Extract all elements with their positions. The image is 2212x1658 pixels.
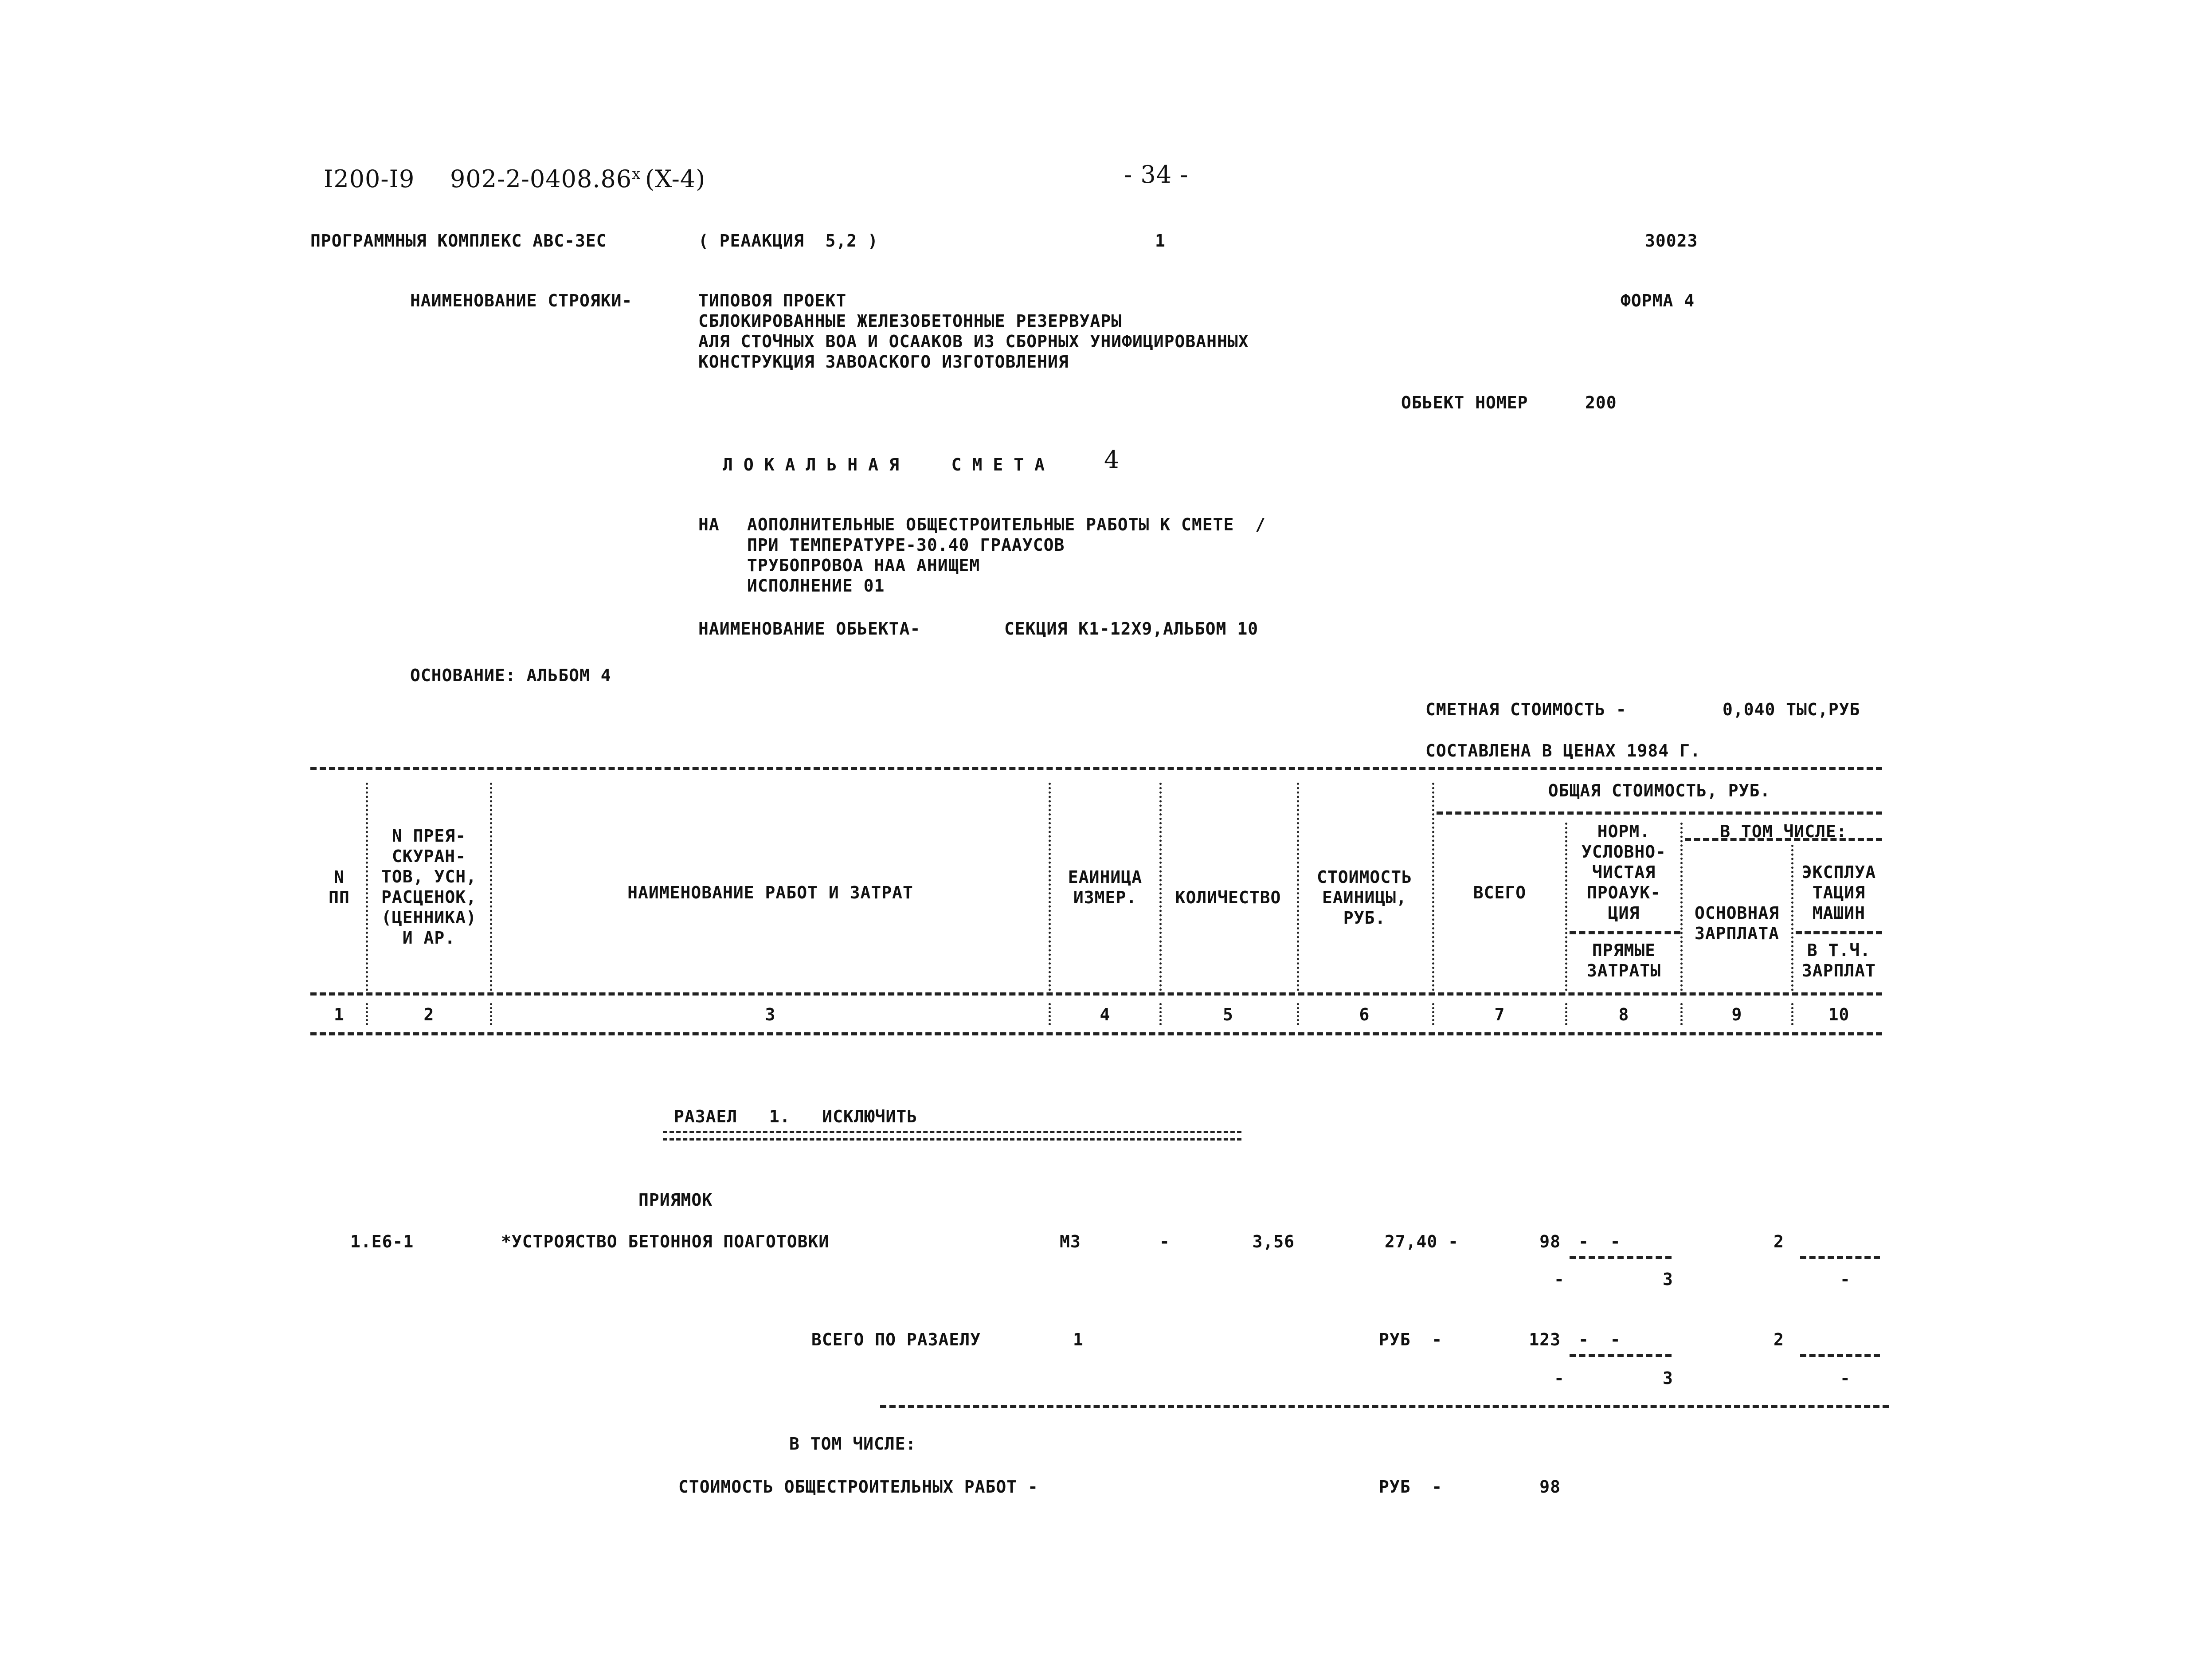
- title-hand-number: 4: [1104, 446, 1120, 474]
- col-num-9: 9: [1731, 1005, 1742, 1024]
- row-mach: 2: [1774, 1232, 1784, 1251]
- row-total: 98: [1539, 1232, 1561, 1251]
- total-mach-rule: [1800, 1354, 1880, 1357]
- purpose-line-3: ТРУБОПРОВОА НАА АНИЩЕМ: [747, 556, 980, 575]
- col8-header-1: НОРМ.: [1597, 822, 1651, 841]
- col-sep-7: [1565, 823, 1567, 991]
- num-sep-4: [1159, 1003, 1162, 1025]
- stamp-code: I200-I9: [324, 165, 415, 193]
- object-number-label: ОБЬЕКТ НОМЕР: [1401, 393, 1528, 412]
- col-sep-2: [490, 783, 492, 991]
- document-title: ЛОКАЛЬНАЯ СМЕТА: [723, 455, 1056, 474]
- col6-header-3: РУБ.: [1343, 908, 1386, 928]
- line-name-1: ТИПОВОЯ ПРОЕКТ: [698, 291, 847, 310]
- section-title-rule: [663, 1131, 1241, 1141]
- col6-header-1: СТОИМОСТЬ: [1317, 867, 1412, 887]
- col9-header-2: ЗАРПЛАТА: [1694, 924, 1780, 943]
- program-edition: ( РЕААКЦИЯ 5,2 ): [698, 231, 878, 251]
- col-num-2: 2: [423, 1005, 435, 1024]
- col-num-6: 6: [1359, 1005, 1370, 1024]
- num-sep-3: [1049, 1003, 1051, 1025]
- row-qty: 3,56: [1252, 1232, 1295, 1251]
- total-mach-low: -: [1840, 1368, 1851, 1388]
- total-norm-low-dash: -: [1554, 1368, 1565, 1388]
- num-sep-6: [1432, 1003, 1434, 1025]
- num-sep-9: [1791, 1003, 1793, 1025]
- section-title: РАЗАЕЛ 1. ИСКЛЮЧИТЬ: [674, 1107, 918, 1126]
- col5-header: КОЛИЧЕСТВО: [1175, 888, 1281, 907]
- row-norm: - -: [1578, 1232, 1621, 1251]
- col-sep-9: [1791, 845, 1793, 991]
- total-number: 1: [1073, 1330, 1084, 1349]
- col10-header-4: В Т.Ч.: [1807, 941, 1871, 960]
- total-unit: РУБ -: [1379, 1330, 1443, 1349]
- col8-header-4: ПРОАУК-: [1586, 883, 1661, 902]
- row-name: *УСТРОЯСТВО БЕТОННОЯ ПОАГОТОВКИ: [501, 1232, 830, 1251]
- col-num-3: 3: [765, 1005, 776, 1024]
- basis-label: ОСНОВАНИЕ: АЛЬБОМ 4: [410, 666, 611, 685]
- col7-header: ВСЕГО: [1473, 883, 1527, 902]
- row-mach-rule: [1800, 1256, 1880, 1259]
- general-value: 98: [1539, 1477, 1561, 1497]
- section-subtitle: ПРИЯМОК: [638, 1190, 713, 1210]
- col8-split-rule: [1570, 931, 1680, 934]
- object-name-value: СЕКЦИЯ К1-12Х9,АЛЬБОМ 10: [1004, 619, 1259, 639]
- num-sep-1: [366, 1003, 368, 1025]
- col3-header: НАИМЕНОВАНИЕ РАБОТ И ЗАТРАТ: [627, 883, 913, 902]
- col10-header-2: ТАЦИЯ: [1812, 883, 1866, 902]
- object-name-label: НАИМЕНОВАНИЕ ОБЬЕКТА-: [698, 619, 921, 639]
- col2-header-1: N ПРЕЯ-: [392, 826, 466, 846]
- col2-header-6: И АР.: [402, 928, 456, 948]
- col1-header-2: ПП: [329, 888, 350, 907]
- col8-header-2: УСЛОВНО-: [1581, 842, 1667, 862]
- form-label: ФОРМА 4: [1621, 291, 1695, 310]
- col8-header-5: ЦИЯ: [1608, 903, 1640, 923]
- col8-header-6: ПРЯМЫЕ: [1592, 941, 1656, 960]
- line-name-3: АЛЯ СТОЧНЫХ ВОА И ОСААКОВ ИЗ СБОРНЫХ УНИФИЦИРОВАННЫХ: [698, 332, 1249, 351]
- col-num-5: 5: [1223, 1005, 1233, 1024]
- col10-split-rule: [1796, 931, 1882, 934]
- col2-header-4: РАСЦЕНОК,: [381, 887, 477, 907]
- col-sep-8: [1680, 823, 1683, 991]
- row-norm-rule: [1570, 1256, 1672, 1259]
- group-rule: [1437, 811, 1882, 815]
- total-mach: 2: [1774, 1330, 1784, 1349]
- purpose-line-1: АОПОЛНИТЕЛЬНЫЕ ОБЩЕСТРОИТЕЛЬНЫЕ РАБОТЫ К СМЕТЕ /: [747, 515, 1266, 534]
- col2-header-5: (ЦЕННИКА): [381, 908, 477, 927]
- including-label: В ТОМ ЧИСЛЕ:: [789, 1434, 916, 1454]
- incl-header: В ТОМ ЧИСЛЕ:: [1720, 822, 1847, 841]
- general-unit: РУБ -: [1379, 1477, 1443, 1497]
- cost-value: 0,040 ТЫС,РУБ: [1723, 700, 1860, 719]
- row-unit: М3: [1060, 1232, 1081, 1251]
- col-sep-6: [1432, 783, 1434, 991]
- num-sep-7: [1565, 1003, 1567, 1025]
- num-sep-8: [1680, 1003, 1683, 1025]
- num-sep-2: [490, 1003, 492, 1025]
- program-sheet: 1: [1155, 231, 1166, 251]
- total-norm-rule: [1570, 1354, 1672, 1357]
- line-name-2: СБЛОКИРОВАННЫЕ ЖЕЛЕЗОБЕТОННЫЕ РЕЗЕРВУАРЫ: [698, 311, 1122, 331]
- total-bottom-rule: [880, 1405, 1889, 1408]
- col8-header-7: ЗАТРАТЫ: [1586, 961, 1661, 980]
- total-value: 123: [1529, 1330, 1561, 1349]
- table-numbers-rule: [310, 1032, 1882, 1035]
- col8-header-3: ЧИСТАЯ: [1592, 862, 1656, 882]
- table-top-rule: [310, 767, 1882, 770]
- project-code: 902-2-0408.86$^x$: [450, 165, 641, 193]
- total-label: ВСЕГО ПО РАЗАЕЛУ: [811, 1330, 981, 1349]
- col2-header-2: СКУРАН-: [392, 847, 466, 866]
- row-norm-low: 3: [1663, 1270, 1673, 1289]
- row-norm-low-dash: -: [1554, 1270, 1565, 1289]
- object-number-value: 200: [1585, 393, 1617, 412]
- cost-label: СМЕТНАЯ СТОИМОСТЬ -: [1425, 700, 1627, 719]
- col2-header-3: ТОВ, УСН,: [381, 867, 477, 886]
- table-header-rule: [310, 992, 1882, 996]
- group-header: ОБЩАЯ СТОИМОСТЬ, РУБ.: [1548, 781, 1771, 800]
- purpose-prefix: НА: [698, 515, 720, 534]
- row-mach-low: -: [1840, 1270, 1851, 1289]
- purpose-line-2: ПРИ ТЕМПЕРАТУРЕ-30.40 ГРААУСОВ: [747, 535, 1065, 555]
- col6-header-2: ЕАИНИЦЫ,: [1322, 888, 1407, 907]
- col-num-4: 4: [1100, 1005, 1111, 1024]
- col10-header-1: ЭКСПЛУА: [1801, 862, 1876, 882]
- col-num-10: 10: [1828, 1005, 1850, 1024]
- col4-header-1: ЕАИНИЦА: [1068, 867, 1143, 887]
- prices-label: СОСТАВЛЕНА В ЦЕНАХ 1984 Г.: [1425, 741, 1701, 760]
- total-norm: - -: [1578, 1330, 1621, 1349]
- program-number: 30023: [1645, 231, 1698, 251]
- row-price: 27,40 -: [1384, 1232, 1459, 1251]
- page-number: - 34 -: [1124, 161, 1189, 188]
- col10-header-3: МАШИН: [1812, 903, 1866, 923]
- col-num-8: 8: [1618, 1005, 1629, 1024]
- col1-header-1: N: [334, 867, 345, 887]
- variant-code: (X-4): [645, 165, 706, 193]
- col-sep-4: [1159, 783, 1162, 991]
- col10-header-5: ЗАРПЛАТ: [1801, 961, 1876, 980]
- col-num-1: 1: [334, 1005, 345, 1024]
- program-label: ПРОГРАММНЫЯ КОМПЛЕКС АВС-ЗЕС: [310, 231, 607, 251]
- line-name-4: КОНСТРУКЦИЯ ЗАВОАСКОГО ИЗГОТОВЛЕНИЯ: [698, 352, 1069, 372]
- col9-header-1: ОСНОВНАЯ: [1694, 903, 1780, 923]
- col4-header-2: ИЗМЕР.: [1073, 888, 1137, 907]
- col-num-7: 7: [1494, 1005, 1505, 1024]
- total-norm-low: 3: [1663, 1368, 1673, 1388]
- num-sep-5: [1297, 1003, 1299, 1025]
- row-dash: -: [1159, 1232, 1170, 1251]
- line-name-label: НАИМЕНОВАНИЕ СТРОЯКИ-: [410, 291, 633, 310]
- purpose-line-4: ИСПОЛНЕНИЕ 01: [747, 576, 885, 596]
- general-label: СТОИМОСТЬ ОБЩЕСТРОИТЕЛЬНЫХ РАБОТ -: [678, 1477, 1038, 1497]
- col-sep-1: [366, 783, 368, 991]
- row-code: 1.Е6-1: [350, 1232, 414, 1251]
- col-sep-3: [1049, 783, 1051, 991]
